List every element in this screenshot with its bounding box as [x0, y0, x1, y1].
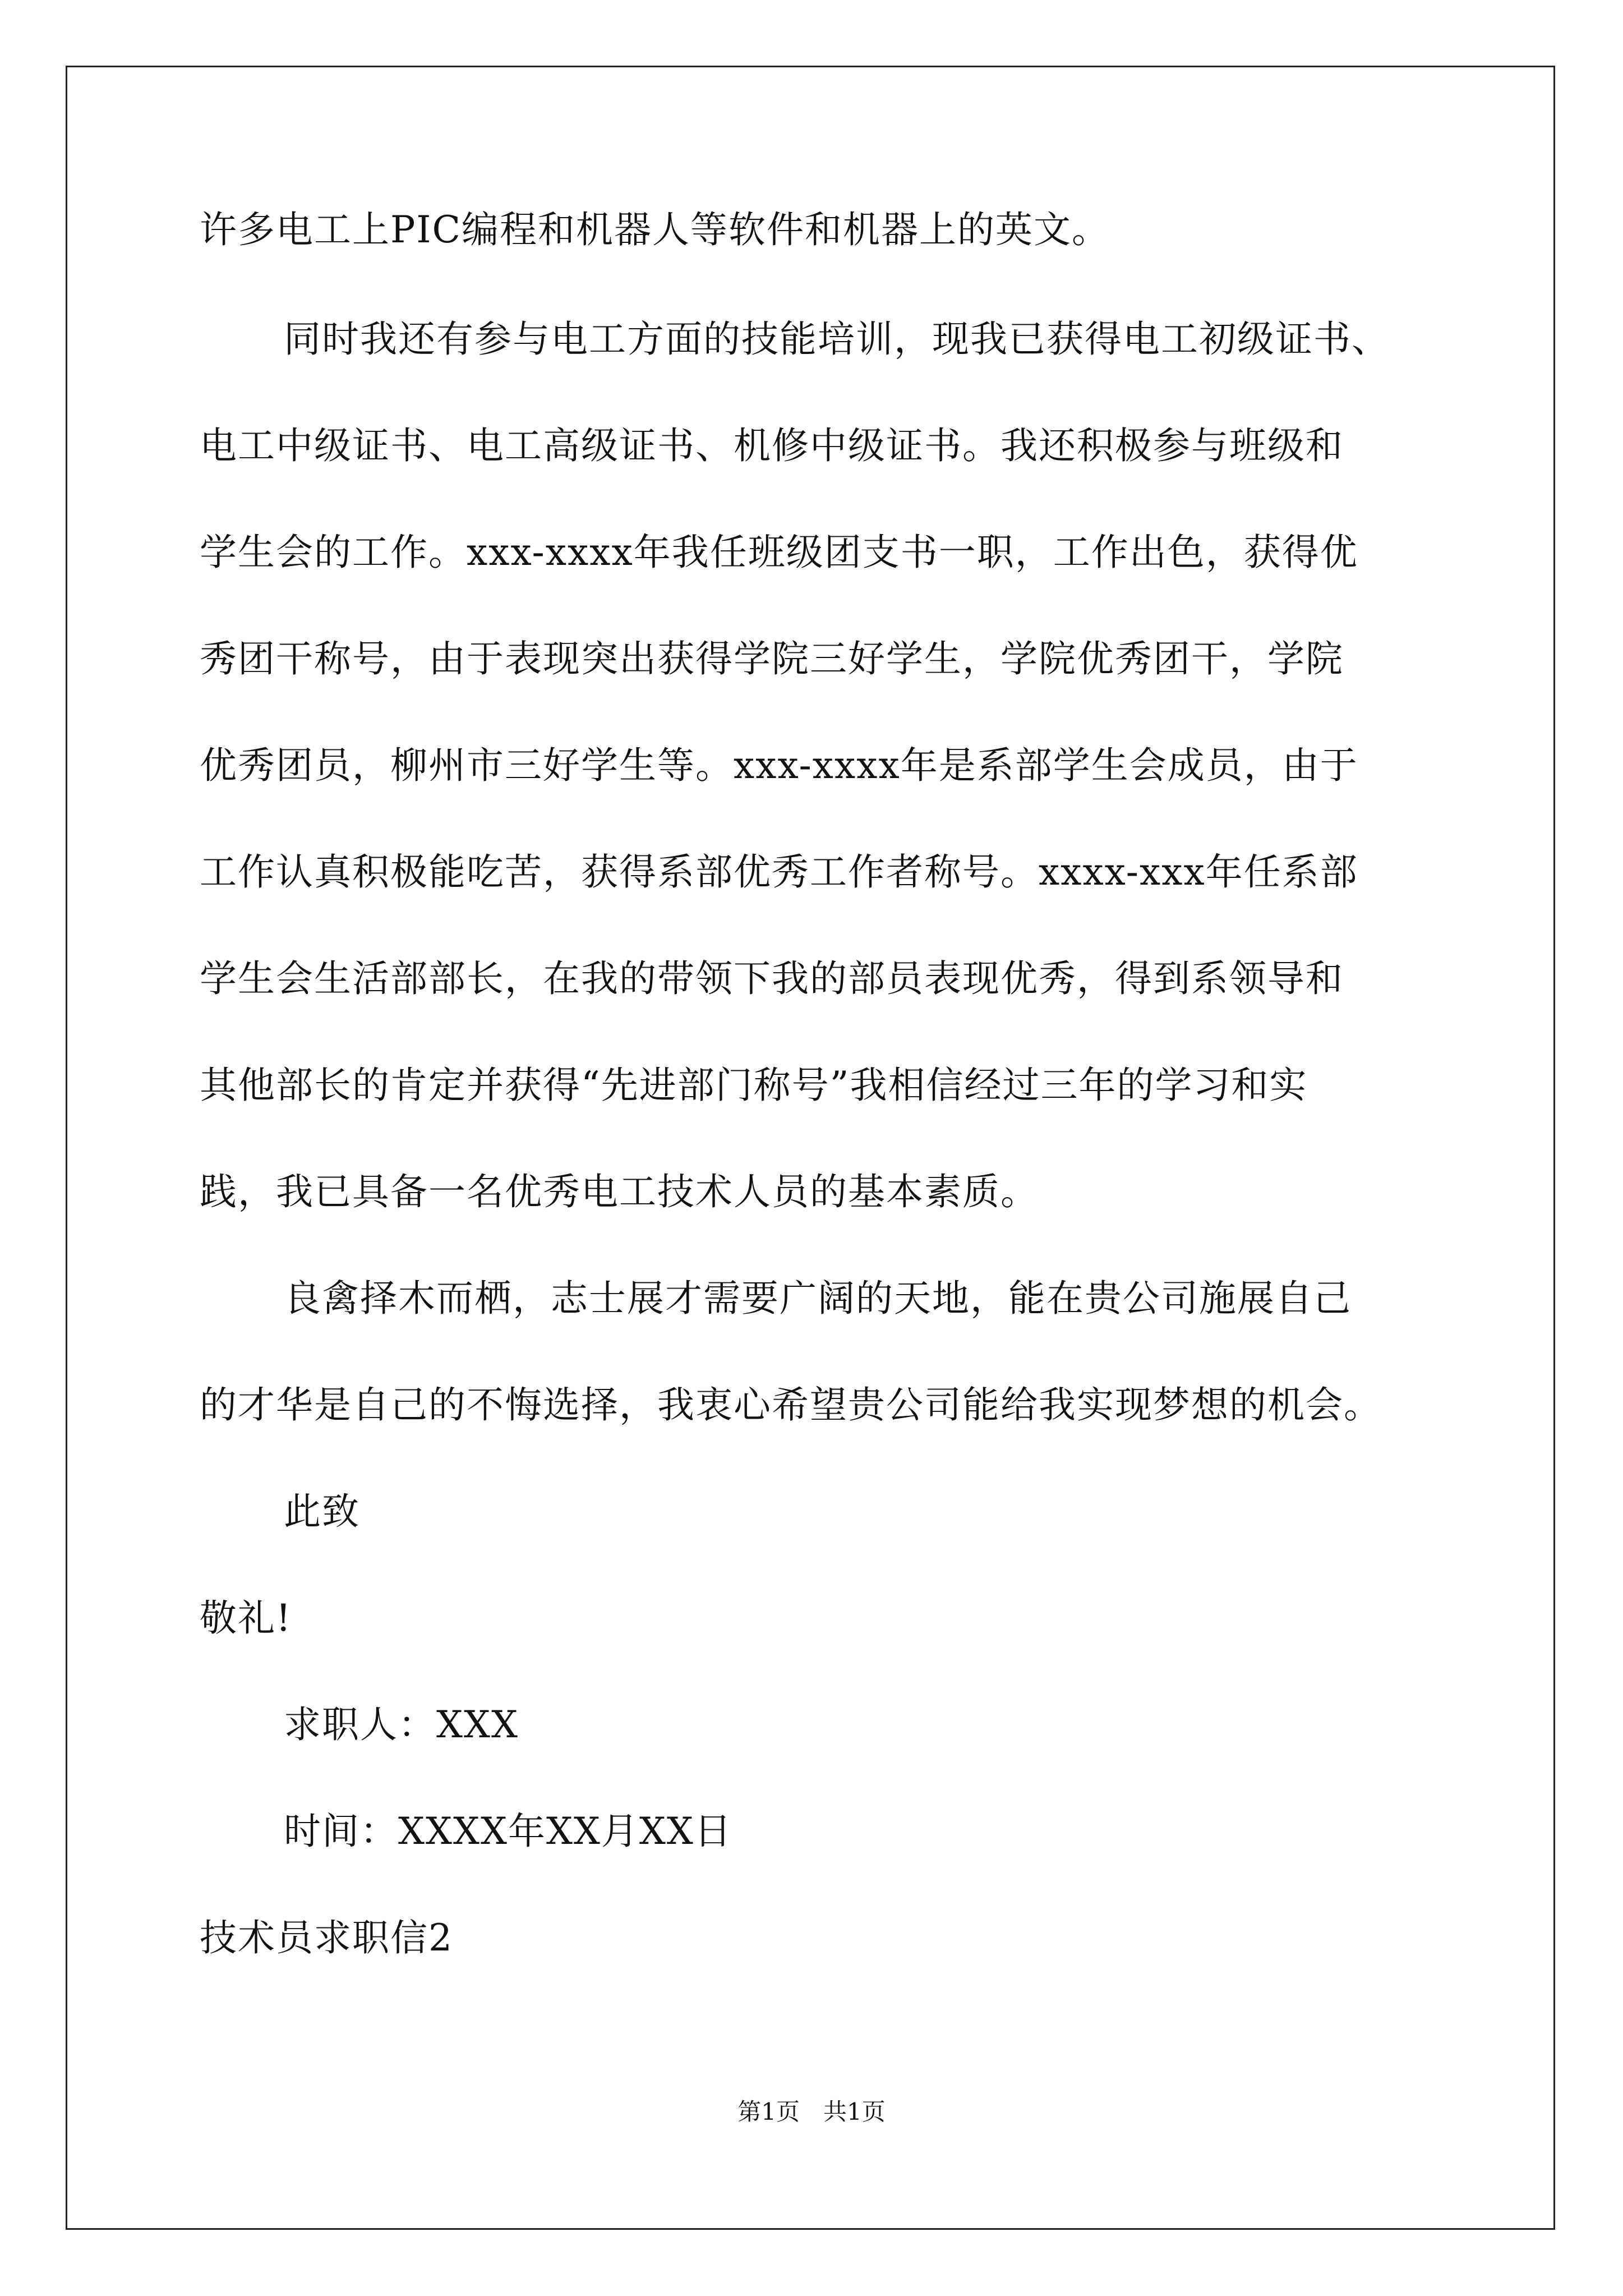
- applicant-name: 求职人：XXX: [284, 1703, 519, 1746]
- paragraph-line: 秀团干称号，由于表现突出获得学院三好学生，学院优秀团干，学院: [200, 637, 1344, 680]
- page-number: 第1页 共1页: [737, 2098, 886, 2125]
- paragraph-line: 的才华是自己的不悔选择，我衷心希望贵公司能给我实现梦想的机会。: [200, 1383, 1382, 1427]
- signature-date: 时间：XXXX年XX月XX日: [284, 1810, 732, 1853]
- closing-respect: 敬礼!: [200, 1596, 292, 1640]
- paragraph-line: 其他部长的肯定并获得“先进部门称号”我相信经过三年的学习和实: [200, 1064, 1308, 1107]
- closing-salutation: 此致: [284, 1490, 360, 1533]
- paragraph-line: 许多电工上PIC编程和机器人等软件和机器上的英文。: [200, 208, 1110, 251]
- paragraph-line: 良禽择木而栖，志士展才需要广阔的天地，能在贵公司施展自己: [284, 1277, 1352, 1320]
- paragraph-line: 同时我还有参与电工方面的技能培训，现我已获得电工初级证书、: [284, 318, 1390, 361]
- paragraph-line: 工作认真积极能吃苦，获得系部优秀工作者称号。xxxx-xxx年任系部: [200, 850, 1358, 894]
- paragraph-line: 学生会的工作。xxx-xxxx年我任班级团支书一职，工作出色，获得优: [200, 531, 1358, 574]
- section-heading: 技术员求职信2: [200, 1916, 453, 1959]
- page-border: [66, 66, 1555, 2230]
- paragraph-line: 践，我已具备一名优秀电工技术人员的基本素质。: [200, 1170, 1039, 1213]
- paragraph-line: 电工中级证书、电工高级证书、机修中级证书。我还积极参与班级和: [200, 424, 1344, 467]
- paragraph-line: 优秀团员，柳州市三好学生等。xxx-xxxx年是系部学生会成员，由于: [200, 744, 1358, 787]
- paragraph-line: 学生会生活部部长，在我的带领下我的部员表现优秀，得到系领导和: [200, 957, 1344, 1000]
